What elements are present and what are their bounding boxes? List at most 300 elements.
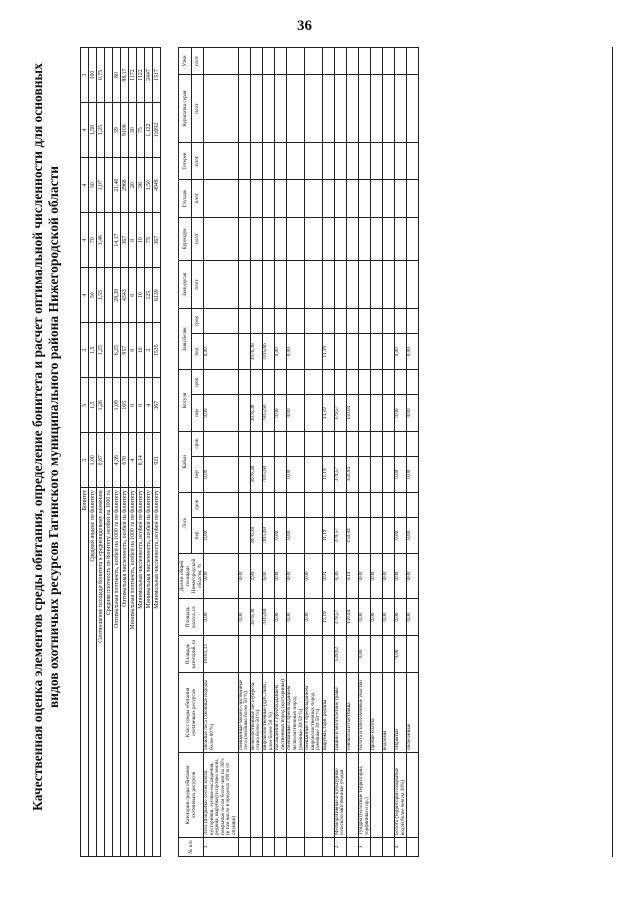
cell-empty [287,492,305,517]
cell-area [275,636,287,673]
summary-value [105,323,113,378]
sub-12: плот [191,143,204,180]
cell-empty [395,217,407,260]
cell-empty [371,370,383,395]
col-species-2: Кабан [179,431,192,492]
col-species-9: Куропатка серая [179,75,192,143]
cell-empty [371,492,383,517]
summary-value: 1,122 [145,103,153,158]
cell-empty [407,180,419,217]
cell-no: 4 [395,838,407,857]
cell-empty [305,217,323,260]
cell-empty [395,180,407,217]
cell-v1: 11,19 [322,517,334,553]
summary-value: 4 [81,213,89,268]
cell-empty [322,217,334,260]
cell-empty [359,370,371,395]
cell-empty [275,143,287,180]
cell-v4 [383,334,395,370]
summary-label: Минимальная численность, особей по бонитету [153,488,161,857]
cell-empty [262,217,274,260]
sub-4: срок [191,431,204,456]
summary-row [129,48,137,857]
cell-class-area: 3076,38 [250,599,262,636]
cell-area: 10183,33 [204,636,239,673]
summary-value: 75 [137,103,145,158]
summary-value: 367 [153,213,161,268]
cell-empty [383,143,395,180]
summary-value [105,103,113,158]
cell-empty [275,309,287,334]
cell-class: облесенные [407,673,419,753]
cell-empty [250,217,262,260]
summary-value: 670 [121,433,129,488]
cell-v2 [305,456,323,492]
cell-v1: 150,04 [347,517,359,553]
summary-label: Оптимальная численность, особей на бонитету [121,488,129,857]
cell-empty [238,309,250,334]
summary-value: 6139 [153,268,161,323]
cell-v3 [371,395,383,431]
cell-v3: 0,00 [407,395,419,431]
summary-value: 4 [81,103,89,158]
cell-empty [395,309,407,334]
cell-v1: 0,00 [395,517,407,553]
cell-empty [407,309,419,334]
cell-empty [359,260,371,308]
cell-class: пашни и многолетние травы [334,673,346,753]
cell-v3: 0,00 [275,395,287,431]
col-species-3: Косуля [179,370,192,431]
cell-empty [407,492,419,517]
cell-empty [262,143,274,180]
cell-class-area: 379,57 [334,599,346,636]
cell-empty [204,431,239,456]
cell-class-area: 0,00 [383,599,395,636]
cell-category [407,753,419,838]
summary-value: 367 [153,378,161,433]
cell-empty [371,143,383,180]
cell-class: мелколиственные леса (береза, осина более 50 %) [250,673,262,753]
summary-value: 1,09 [113,378,121,433]
cell-empty [262,260,274,308]
cell-v4: 0,00 [287,334,305,370]
cell-v3: 379,57 [334,395,346,431]
cell-v2: 150,04 [347,456,359,492]
cell-empty [407,431,419,456]
cell-class-area: 0,00 [305,599,323,636]
cell-empty [238,217,250,260]
header-row [179,48,192,857]
cell-empty [250,260,262,308]
summary-value [105,213,113,268]
summary-row [97,48,105,857]
summary-value: 6,25 [113,323,121,378]
summary-value: 3 [81,433,89,488]
cell-v3 [238,395,250,431]
summary-value: 0 [129,213,137,268]
summary-value: 4 [81,268,89,323]
cell-empty [250,370,262,395]
cell-class: вырубки, гари, редины [322,673,334,753]
cell-class: открытые [395,673,407,753]
cell-empty [262,75,274,143]
summary-value: 10 [137,323,145,378]
cell-empty [395,370,407,395]
cell-v4 [359,334,371,370]
sub-5: пер [191,395,204,431]
summary-value: 1122 [137,48,145,103]
summary-value: 1,26 [97,378,105,433]
summary-value: 367 [121,213,129,268]
cell-empty [238,143,250,180]
cell-no: 1 [204,838,239,857]
cell-empty [275,492,287,517]
summary-value: 1535 [153,323,161,378]
cell-v2: 11,19 [322,456,334,492]
cell-v1: 7015,60 [262,517,274,553]
cell-empty [383,48,395,75]
cell-area [250,636,262,673]
cell-empty [359,217,371,260]
cell-empty [204,260,239,308]
sub-1: пер [191,517,204,553]
cell-empty [395,492,407,517]
summary-row [89,48,97,857]
cell-empty [287,180,305,217]
cell-v3: 7015,60 [262,395,274,431]
cell-empty [287,260,305,308]
cell-category [287,753,305,838]
cell-empty [347,260,359,308]
summary-row [105,48,113,857]
cell-empty [204,370,239,395]
cell-empty [250,75,262,143]
cell-empty [275,431,287,456]
cell-empty [262,492,274,517]
col-species-7: Глухарь [179,180,192,217]
page-number: 36 [297,18,312,34]
cell-empty [371,217,383,260]
cell-area [322,636,334,673]
cell-class: широколиственные (дуб, липа, клен более 50 %) [262,673,274,753]
cell-empty [275,370,287,395]
sub-11: плот [191,180,204,217]
summary-label: Средняя плотность по бонитету, особей на 1000 га [105,488,113,857]
cell-empty [238,431,250,456]
summary-value: 125 [145,268,153,323]
summary-value: 50 [89,158,97,213]
summary-value: 10 [137,213,145,268]
cell-area [407,636,419,673]
summary-label: Минимальная плотность, особей на 1000 га по бонитету [129,488,137,857]
cell-v3: 0,00 [287,395,305,431]
cell-v1: 0,00 [287,517,305,553]
cell-v1: 379,57 [334,517,346,553]
cell-empty [334,180,346,217]
cell-class: насаждения с преобладанием лиственных пород (кустарники) [275,673,287,753]
cell-empty [334,260,346,308]
cell-empty [262,431,274,456]
summary-value: 0,75 [97,48,105,103]
cell-empty [407,217,419,260]
cell-class-area: 0,00 [359,599,371,636]
cell-empty [359,492,371,517]
cell-v2: 7015,60 [262,456,274,492]
cell-v1: 0,00 [204,517,239,553]
cell-class: смешанные с преобладанием мелколиственных пород (хвойные 30-50 %) [287,673,305,753]
cell-category: Тундры (болотные территории, торфяники и пр.) [359,753,371,838]
cell-v4 [371,334,383,370]
cell-v2 [371,456,383,492]
cell-empty [371,309,383,334]
cell-v2: 379,57 [334,456,346,492]
cell-empty [250,309,262,334]
summary-value: 0 [129,268,137,323]
cell-empty [204,48,239,75]
cell-class: прочие болота [371,673,383,753]
summary-value: 80 [113,48,121,103]
cell-v4: 3076,38 [250,334,262,370]
table-row [287,48,305,857]
cell-area [305,636,323,673]
cell-v3: 0,00 [395,395,407,431]
summary-label: Минимальная численность, особей по бонитету [137,488,145,857]
cell-empty [359,143,371,180]
summary-value: 1,55 [97,268,105,323]
summary-value: 165 [121,378,129,433]
cell-empty [204,309,239,334]
cell-area [347,636,359,673]
cell-empty [347,48,359,75]
cell-empty [322,48,334,75]
cell-no [238,838,250,857]
cell-empty [334,143,346,180]
col-class: Класс среды обитания охотничьих ресурсов [179,673,204,753]
cell-empty [347,217,359,260]
table-row [371,48,383,857]
cell-category [262,753,274,838]
cell-empty [287,431,305,456]
cell-no [322,838,334,857]
summary-value: 4 [145,378,153,433]
summary-value: 0 [137,378,145,433]
cell-class-area: 0,00 [204,599,239,636]
cell-no [305,838,323,857]
summary-label: Средний индекс по бонитету [89,488,97,857]
table-row [359,48,371,857]
cell-empty [334,309,346,334]
summary-label: Соотношение площади бонитета к средневидовому значению [97,488,105,857]
cell-area: 529,62 [334,636,346,673]
summary-value: 9108 [121,103,129,158]
cell-share: 0,00 [407,554,419,599]
cell-no [407,838,419,857]
cell-class: болота и заболоченные участки [359,673,371,753]
cell-v2 [383,456,395,492]
cell-share: 0,00 [395,554,407,599]
summary-value: 1,25 [97,323,105,378]
cell-empty [250,492,262,517]
cell-v2 [275,456,287,492]
cell-empty [250,143,262,180]
summary-value: 11692 [153,103,161,158]
cell-empty [322,260,334,308]
cell-empty [262,370,274,395]
table-row [407,48,419,857]
cell-empty [347,75,359,143]
cell-empty [275,217,287,260]
summary-value [105,378,113,433]
cell-class-area: 0,00 [371,599,383,636]
cell-empty [262,180,274,217]
cell-empty [383,75,395,143]
cell-empty [287,48,305,75]
summary-value: 30 [129,103,137,158]
col-no: № п/п [179,838,204,857]
cell-empty [371,75,383,143]
cell-v1 [238,517,250,553]
cell-v4 [334,334,346,370]
summary-value [105,48,113,103]
cell-empty [204,180,239,217]
cell-empty [322,143,334,180]
cell-v4: 7015,66 [262,334,274,370]
col-area: Площадь категорий, га [179,636,204,673]
cell-empty [334,370,346,395]
cell-empty [407,370,419,395]
cell-class-area: 0,00 [395,599,407,636]
cell-v2 [359,456,371,492]
summary-value: 4343 [121,268,129,323]
sub-2: срок [191,492,204,517]
cell-empty [238,48,250,75]
sub-7: пер [191,334,204,370]
cell-category [238,753,250,838]
footer-rule [612,47,614,857]
summary-value: 1,50 [145,158,153,213]
summary-value [145,433,153,488]
cell-empty [287,370,305,395]
summary-value: 3 [81,323,89,378]
summary-value: 36 [137,158,145,213]
cell-share: 6,60 [262,554,274,599]
cell-empty [383,217,395,260]
summary-value: 21,40 [113,158,121,213]
summary-value: 1,5 [89,378,97,433]
cell-empty [238,492,250,517]
summary-value: 2447 [145,48,153,103]
cell-empty [334,217,346,260]
summary-value: 100 [89,48,97,103]
cell-share: 0,00 [204,554,239,599]
summary-row [113,48,121,857]
cell-share: 0,36 [334,554,346,599]
cell-empty [305,431,323,456]
summary-value: 921 [153,433,161,488]
cell-no: 2 [334,838,346,857]
cell-share: 0,00 [287,554,305,599]
cell-no [383,838,395,857]
cell-class: водоемы [383,673,395,753]
cell-v1: 3076,38 [250,517,262,553]
cell-empty [238,260,250,308]
cell-no: 3 [359,838,371,857]
table-row [383,48,395,857]
cell-empty [322,370,334,395]
cell-v2: 0,00 [407,456,419,492]
sub-10: плот [191,217,204,260]
cell-empty [287,217,305,260]
col-species-8: Тетерев [179,143,192,180]
cell-v4 [305,334,323,370]
col-species-4: Заяц-беляк [179,309,192,370]
cell-v4: 0,00 [275,334,287,370]
cell-empty [204,492,239,517]
cell-share: 0,00 [359,554,371,599]
cell-v1 [305,517,323,553]
summary-row [153,48,161,857]
summary-value: 10 [137,268,145,323]
cell-v3 [383,395,395,431]
cell-empty [383,492,395,517]
summary-value: 70 [89,213,97,268]
cell-empty [238,370,250,395]
cell-v4: 11,19 [322,334,334,370]
summary-value: 957 [121,323,129,378]
cell-empty [334,48,346,75]
cell-no [250,838,262,857]
cell-no [262,838,274,857]
document-title: Качественная оценка элементов среды обитания, определение бонитета и расчет оптимальной численности для основных видов охотничьих ресурсов Гагинского муниципального района Нижегородской области [30,63,61,811]
cell-v1: 0,00 [275,517,287,553]
summary-value: 4 [129,433,137,488]
cell-empty [250,431,262,456]
table-row [305,48,323,857]
summary-value: 6,14 [137,433,145,488]
summary-value: 4,36 [113,433,121,488]
cell-v3: 11,19 [322,395,334,431]
table-row [334,48,346,857]
cell-empty [359,431,371,456]
cell-v3 [359,395,371,431]
cell-empty [347,492,359,517]
col-species-5: Заяц-русак [179,260,192,308]
table-row [204,48,239,857]
cell-v2 [238,456,250,492]
cell-v1: 0,00 [407,517,419,553]
summary-value: 3 [145,323,153,378]
cell-empty [204,75,239,143]
summary-value: 59 [113,103,121,158]
cell-area [287,636,305,673]
col-category: Категория среды обитания охотничьих ресурсов [179,753,204,838]
summary-value: 4 [81,158,89,213]
cell-area [262,636,274,673]
cell-class: смешанные хвойно-лиственные леса (хвойные более 50 %) [238,673,250,753]
summary-row [145,48,153,857]
cell-category [275,753,287,838]
cell-class: хвойные леса (хвойные породы более 80 %) [204,673,239,753]
cell-no [371,838,383,857]
cell-empty [371,260,383,308]
summary-label: Оптимальная плотность, особей на 1000 га по бонитету [113,488,121,857]
summary-value: 1,46 [97,213,105,268]
cell-v4 [347,334,359,370]
cell-share: 0,00 [383,554,395,599]
summary-value: 1,5 [89,323,97,378]
summary-value: 4949 [153,158,161,213]
